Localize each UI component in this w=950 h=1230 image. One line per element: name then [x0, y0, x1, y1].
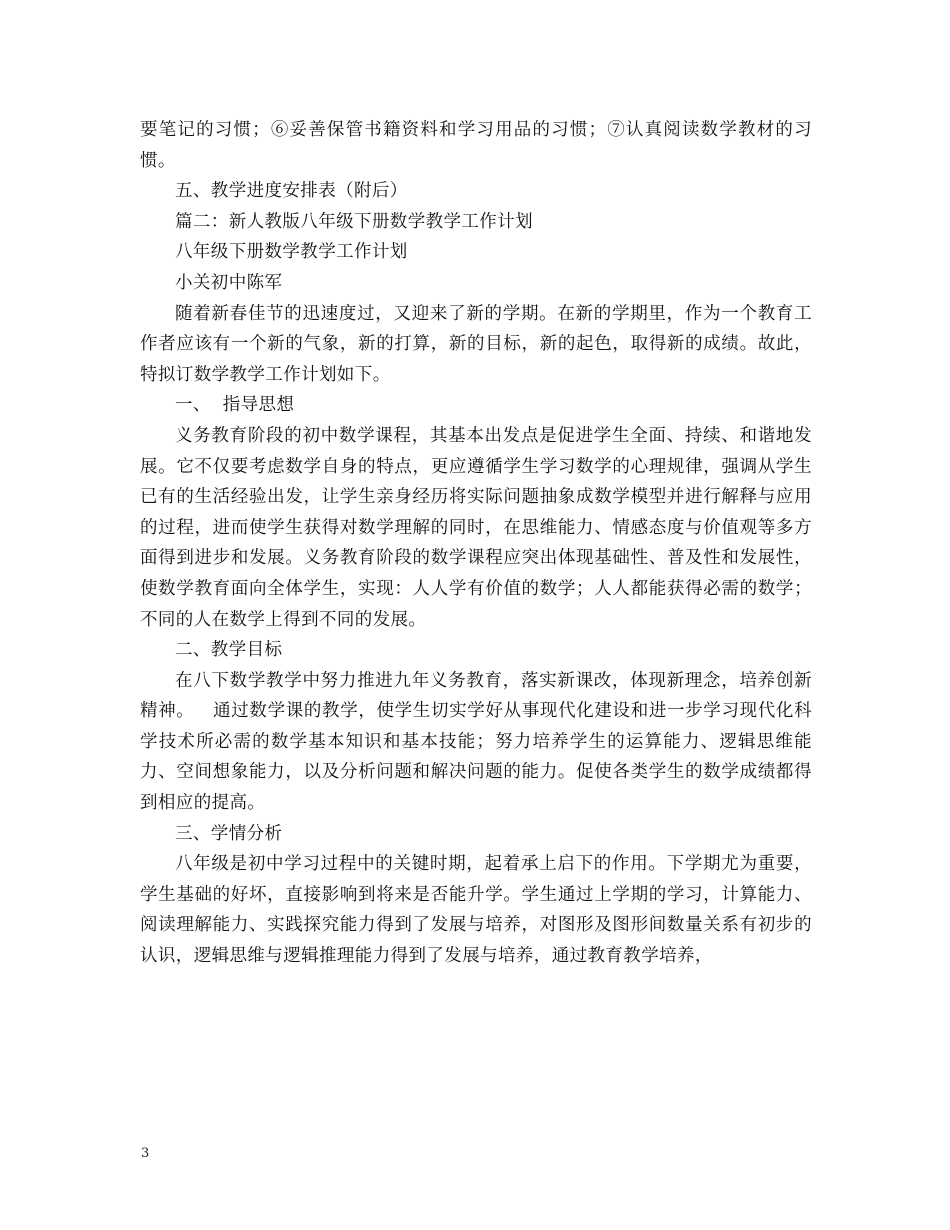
paragraph-habits-continued: 要笔记的习惯；⑥妥善保管书籍资料和学习用品的习惯；⑦认真阅读数学教材的习惯。 [140, 120, 812, 171]
heading-student-analysis: 三、学情分析 [175, 823, 283, 844]
page-number: 3 [141, 1146, 150, 1161]
paragraph-schedule-heading: 五、教学进度安排表（附后） [175, 181, 408, 202]
paragraph-plan-title: 八年级下册数学教学工作计划 [175, 242, 408, 263]
paragraph-student-analysis: 八年级是初中学习过程中的关键时期，起着承上启下的作用。下学期尤为重要，学生基础的好坏，直接影响到将来是否能升学。学生通过上学期的学习，计算能力、阅读理解能力、实践探究能力得到了发展与培养，对图形及图形间数量关系有初步的认识，逻辑思维与逻辑推理能力得到了发展与培养，通过教育教学培养， [140, 854, 812, 967]
paragraph-introduction: 随着新春佳节的迅速度过，又迎来了新的学期。在新的学期里，作为一个教育工作者应该有一个新的气象，新的打算，新的目标，新的起色，取得新的成绩。故此，特拟订数学教学工作计划如下。 [140, 303, 812, 385]
paragraph-author: 小关初中陈军 [175, 272, 283, 293]
heading-guiding-ideology: 一、 指导思想 [175, 395, 295, 416]
heading-teaching-goals: 二、教学目标 [175, 640, 283, 661]
paragraph-teaching-goals: 在八下数学教学中努力推进九年义务教育，落实新课改，体现新理念，培养创新精神。 通过数学课的教学，使学生切实学好从事现代化建设和进一步学习现代化科学技术所必需的数学基本知识和基本技能；努力培养学生的运算能力、逻辑思维能力、空间想象能力，以及分析问题和解决问题的能力。促使各类学生的数学成绩都得到相应的提高。 [140, 670, 812, 814]
document-body [140, 115, 812, 972]
paragraph-part-two-title: 篇二：新人教版八年级下册数学教学工作计划 [175, 211, 533, 232]
paragraph-guiding-ideology: 义务教育阶段的初中数学课程，其基本出发点是促进学生全面、持续、和谐地发展。它不仅要考虑数学自身的特点，更应遵循学生学习数学的心理规律，强调从学生已有的生活经验出发，让学生亲身经历将实际问题抽象成数学模型并进行解释与应用的过程，进而使学生获得对数学理解的同时，在思维能力、情感态度与价值观等多方面得到进步和发展。义务教育阶段的数学课程应突出体现基础性、普及性和发展性，使数学教育面向全体学生，实现：人人学有价值的数学；人人都能获得必需的数学；不同的人在数学上得到不同的发展。 [140, 425, 812, 630]
